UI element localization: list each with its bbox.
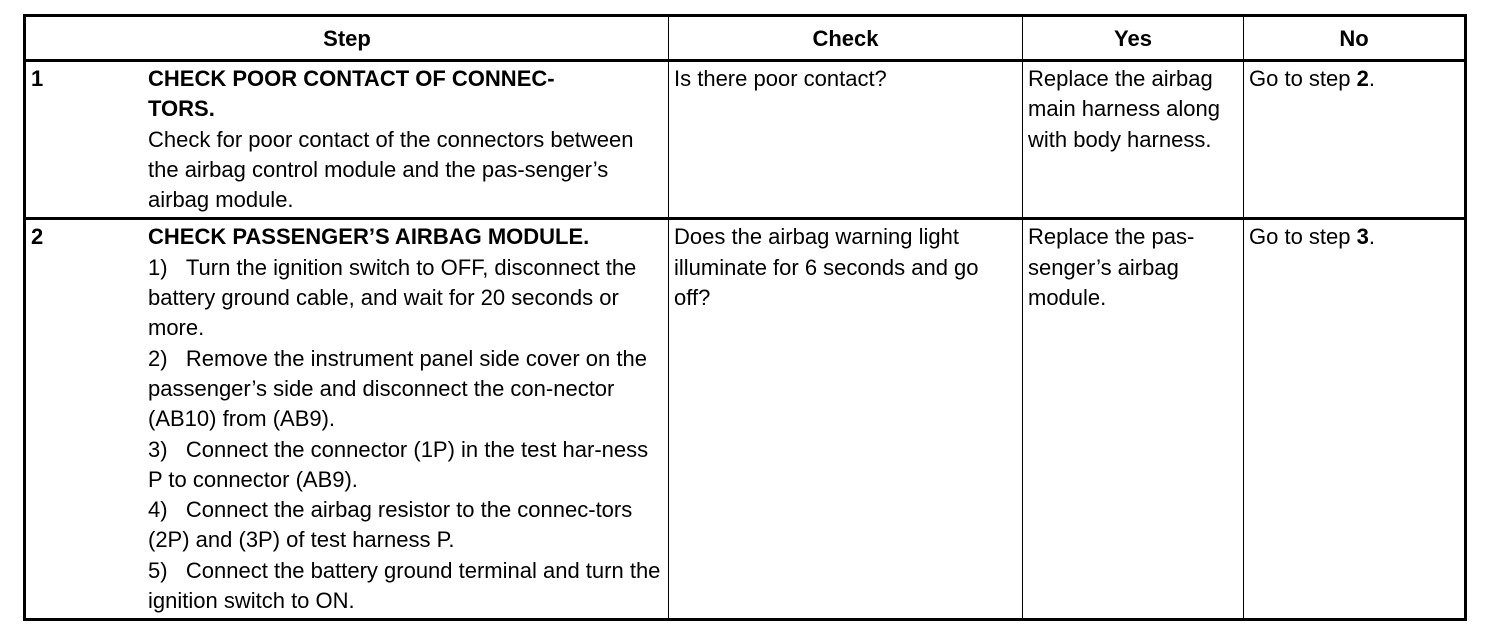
check-cell: Does the airbag warning light illuminate for 6 seconds and go off? bbox=[669, 219, 1023, 620]
step-body bbox=[148, 64, 664, 215]
step-instruction: 5) Connect the battery ground terminal and turn the ignition switch to ON. bbox=[148, 557, 661, 614]
header-row bbox=[25, 16, 1466, 61]
table-body bbox=[25, 61, 1466, 620]
no-prefix: Go to step bbox=[1249, 224, 1357, 250]
table-row bbox=[25, 61, 1466, 219]
no-step-number: 2 bbox=[1356, 66, 1369, 91]
step-instruction: 4) Connect the airbag resistor to the connec-tors (2P) and (3P) of test harness P. bbox=[148, 497, 633, 553]
table-header bbox=[25, 16, 1466, 61]
header-check: Check bbox=[669, 16, 1023, 61]
no-cell bbox=[1244, 219, 1466, 620]
step-title-line1: CHECK POOR CONTACT OF CONNEC- bbox=[148, 66, 555, 91]
check-cell: Is there poor contact? bbox=[669, 61, 1023, 219]
step-number: 1 bbox=[31, 66, 44, 91]
no-step-number: 3 bbox=[1356, 224, 1369, 250]
step-instruction: 1) Turn the ignition switch to OFF, disconnect the battery ground cable, and wait for 20 seconds or more. bbox=[148, 254, 637, 341]
yes-cell: Replace the airbag main harness along with body harness. bbox=[1023, 61, 1244, 219]
no-suffix: . bbox=[1368, 224, 1375, 250]
no-cell bbox=[1244, 61, 1466, 219]
diagnostic-table bbox=[23, 14, 1467, 621]
step-body bbox=[148, 222, 664, 616]
header-yes: Yes bbox=[1023, 16, 1244, 61]
yes-cell: Replace the pas-senger’s airbag module. bbox=[1023, 219, 1244, 620]
step-title-line2: TORS. bbox=[148, 96, 215, 122]
step-cell-content bbox=[31, 222, 664, 616]
step-cell bbox=[25, 61, 669, 219]
step-title: CHECK PASSENGER’S AIRBAG MODULE. bbox=[148, 224, 590, 250]
step-description: Check for poor contact of the connectors between the airbag control module and the pas-senger’s airbag module. bbox=[148, 126, 634, 213]
no-prefix: Go to step bbox=[1249, 66, 1357, 91]
step-number: 2 bbox=[31, 224, 44, 250]
no-suffix: . bbox=[1368, 66, 1375, 91]
step-instruction: 2) Remove the instrument panel side cover on the passenger’s side and disconnect the con-nector (AB10) from (AB9). bbox=[148, 345, 647, 432]
header-no: No bbox=[1244, 16, 1466, 61]
step-instruction: 3) Connect the connector (1P) in the test har-ness P to connector (AB9). bbox=[148, 436, 649, 492]
table-row bbox=[25, 219, 1466, 620]
header-step: Step bbox=[25, 16, 669, 61]
step-cell bbox=[25, 219, 669, 620]
step-cell-content bbox=[31, 64, 664, 215]
